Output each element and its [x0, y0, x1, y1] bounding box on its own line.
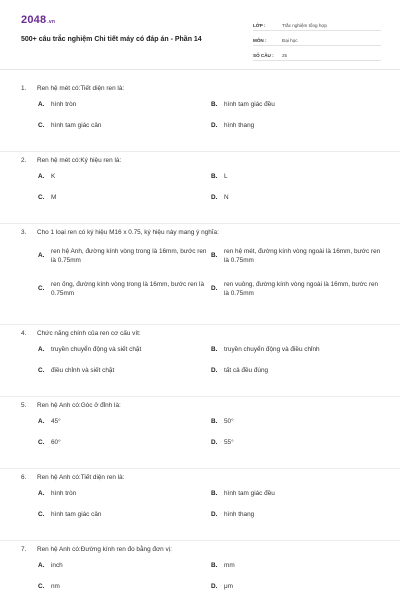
option-d[interactable] [211, 576, 381, 597]
option-text: nm [51, 583, 60, 590]
option-c[interactable] [38, 432, 211, 453]
option-letter: A. [38, 562, 45, 569]
question-text [21, 224, 379, 238]
option-text: M [51, 194, 57, 201]
option-b[interactable] [211, 339, 381, 360]
option-letter: D. [211, 511, 218, 518]
option-letter: D. [211, 439, 218, 446]
option-letter: B. [211, 418, 218, 425]
option-letter: A. [38, 346, 45, 353]
option-text: hình tam giác cân [51, 122, 102, 129]
meta-label: SỐ CÂU : [253, 53, 274, 58]
site-logo[interactable] [21, 14, 55, 26]
question-item [0, 397, 400, 469]
option-letter: B. [211, 346, 218, 353]
question-prompt: Ren hệ Anh có:Góc ở đỉnh là: [37, 402, 121, 409]
option-c[interactable] [38, 187, 211, 208]
option-text: tất cả đều đúng [224, 367, 269, 374]
option-letter: D. [211, 367, 218, 374]
option-d[interactable] [211, 271, 381, 304]
option-a[interactable] [38, 483, 211, 504]
question-item [0, 152, 400, 224]
question-item [0, 224, 400, 325]
page-title: 500+ câu trắc nghiệm Chi tiết máy có đáp án - Phần 14 [21, 36, 202, 43]
option-text: ren hệ mét, đường kính vòng ngoài là 16mm, bước ren là 0.75mm [224, 247, 381, 264]
option-text: hình tròn [51, 101, 77, 108]
option-a[interactable] [38, 555, 211, 576]
question-text [21, 397, 379, 411]
option-text: μm [224, 583, 234, 590]
option-a[interactable] [38, 94, 211, 115]
option-text: ren vuông, đường kính vòng ngoài là 16mm, bước ren là 0.75mm [224, 280, 379, 297]
question-number: 2. [21, 157, 27, 164]
option-a[interactable] [38, 238, 211, 271]
question-text [21, 152, 379, 166]
question-prompt: Cho 1 loại ren có ký hiệu M16 x 0.75, ký hiệu này mang ý nghĩa: [37, 229, 219, 236]
option-a[interactable] [38, 166, 211, 187]
option-text: N [224, 194, 229, 201]
option-grid [21, 339, 379, 381]
logo-suffix: .vn [47, 19, 56, 25]
option-letter: D. [211, 285, 218, 292]
option-a[interactable] [38, 411, 211, 432]
option-text: hình tam giác đều [224, 490, 275, 497]
option-d[interactable] [211, 187, 381, 208]
meta-panel [253, 16, 381, 61]
question-list [0, 80, 400, 600]
option-c[interactable] [38, 360, 211, 381]
option-letter: B. [211, 101, 218, 108]
meta-row-subject [253, 31, 381, 46]
option-text: 45° [51, 418, 61, 425]
option-text: L [224, 173, 228, 180]
question-number: 3. [21, 229, 27, 236]
option-b[interactable] [211, 94, 381, 115]
option-letter: C. [38, 583, 45, 590]
option-letter: C. [38, 285, 45, 292]
question-prompt: Ren hệ Anh có:Tiết diện ren là: [37, 474, 125, 481]
option-text: hình thang [224, 122, 255, 129]
option-letter: C. [38, 367, 45, 374]
option-text: điều chỉnh và siết chặt [51, 367, 115, 374]
option-letter: D. [211, 583, 218, 590]
option-a[interactable] [38, 339, 211, 360]
option-c[interactable] [38, 504, 211, 525]
question-number: 6. [21, 474, 27, 481]
option-text: 50° [224, 418, 234, 425]
option-c[interactable] [38, 271, 211, 304]
option-text: 55° [224, 439, 234, 446]
option-letter: D. [211, 122, 218, 129]
option-letter: C. [38, 122, 45, 129]
option-letter: C. [38, 194, 45, 201]
meta-value: Đại học [282, 38, 298, 43]
option-text: hình tròn [51, 490, 77, 497]
option-text: ren hệ Anh, đường kính vòng trong là 16mm, bước ren là 0.75mm [51, 247, 207, 264]
option-d[interactable] [211, 115, 381, 136]
meta-label: LỚP : [253, 23, 266, 28]
option-grid [21, 238, 379, 304]
question-text [21, 325, 379, 339]
option-text: inch [51, 562, 63, 569]
question-item [0, 80, 400, 152]
option-letter: D. [211, 194, 218, 201]
option-text: hình thang [224, 511, 255, 518]
option-letter: C. [38, 439, 45, 446]
question-number: 1. [21, 85, 27, 92]
option-text: truyền chuyển động và siết chặt [51, 346, 142, 353]
meta-value: 25 [282, 53, 288, 58]
option-grid [21, 411, 379, 453]
option-text: ren ống, đường kính vòng trong là 16mm, bước ren là 0.75mm [51, 280, 204, 297]
option-letter: A. [38, 418, 45, 425]
option-b[interactable] [211, 238, 381, 271]
question-text [21, 80, 379, 94]
meta-value: Trắc nghiệm tổng hợp [282, 23, 327, 28]
option-letter: B. [211, 562, 218, 569]
question-text [21, 469, 379, 483]
question-number: 5. [21, 402, 27, 409]
option-letter: A. [38, 173, 45, 180]
question-item [0, 469, 400, 541]
option-text: truyền chuyển động và điều chỉnh [224, 346, 320, 353]
option-letter: B. [211, 173, 218, 180]
question-prompt: Ren hệ Anh có:Đường kính ren đo bằng đơn vị: [37, 546, 172, 553]
option-c[interactable] [38, 115, 211, 136]
option-b[interactable] [211, 555, 381, 576]
question-prompt: Ren hệ mét có:Ký hiệu ren là: [37, 157, 122, 164]
option-text: hình tam giác cân [51, 511, 102, 518]
question-prompt: Chức năng chính của ren cơ cấu vít: [37, 330, 141, 337]
option-letter: A. [38, 252, 45, 259]
option-grid [21, 94, 379, 136]
option-letter: B. [211, 252, 218, 259]
option-b[interactable] [211, 411, 381, 432]
option-d[interactable] [211, 504, 381, 525]
option-grid [21, 555, 379, 597]
option-b[interactable] [211, 166, 381, 187]
meta-label: MÔN : [253, 38, 267, 43]
meta-row-count [253, 46, 381, 61]
logo-text: 2048 [21, 14, 47, 26]
option-letter: A. [38, 101, 45, 108]
option-letter: A. [38, 490, 45, 497]
question-number: 4. [21, 330, 27, 337]
option-grid [21, 166, 379, 208]
option-letter: C. [38, 511, 45, 518]
option-grid [21, 483, 379, 525]
option-text: 60° [51, 439, 61, 446]
meta-row-class [253, 16, 381, 31]
question-text [21, 541, 379, 555]
option-text: mm [224, 562, 235, 569]
option-c[interactable] [38, 576, 211, 597]
option-text: hình tam giác đều [224, 101, 275, 108]
option-d[interactable] [211, 432, 381, 453]
option-text: K [51, 173, 56, 180]
page-header [0, 0, 400, 70]
question-number: 7. [21, 546, 27, 553]
option-letter: B. [211, 490, 218, 497]
question-prompt: Ren hệ mét có:Tiết diện ren là: [37, 85, 125, 92]
question-item [0, 541, 400, 600]
option-b[interactable] [211, 483, 381, 504]
question-item [0, 325, 400, 397]
option-d[interactable] [211, 360, 381, 381]
